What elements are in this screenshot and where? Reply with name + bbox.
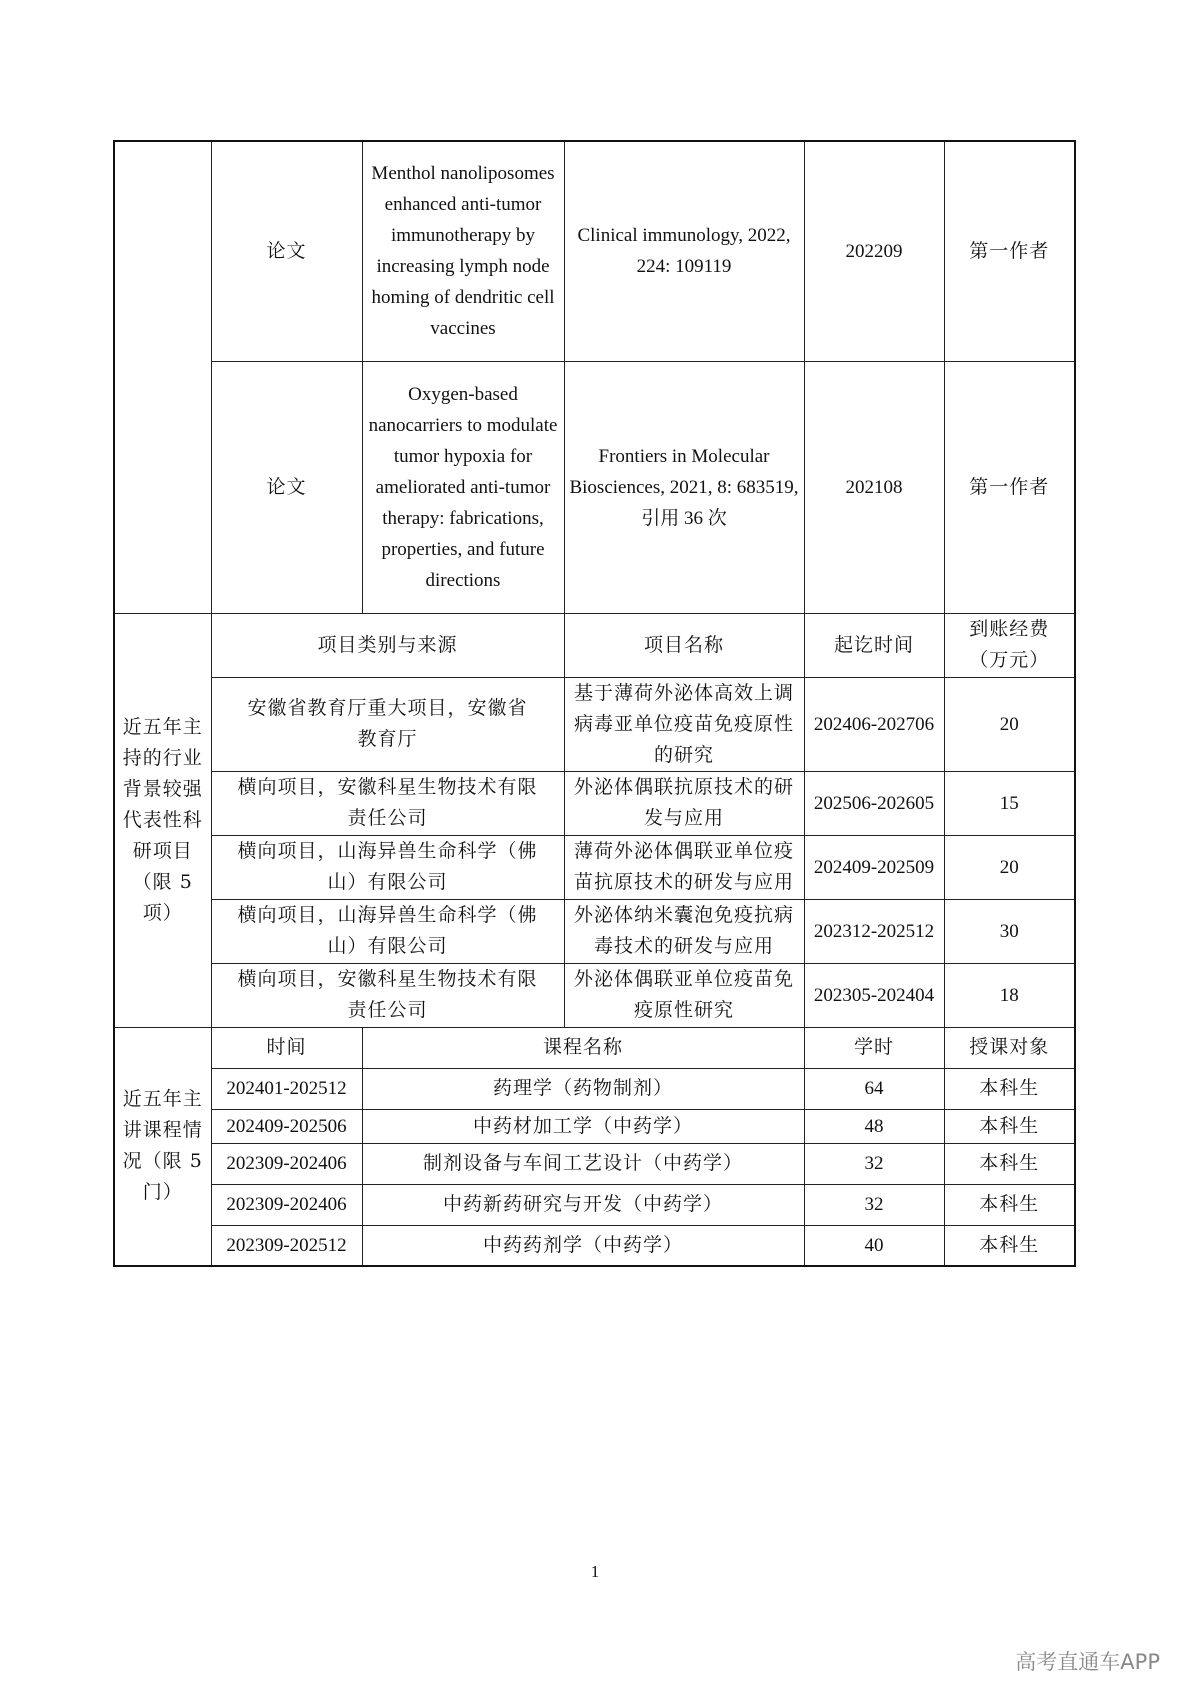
projects-header-row xyxy=(114,613,1075,677)
course-time: 202401-202512 xyxy=(211,1068,362,1109)
paper-type: 论文 xyxy=(211,361,362,613)
course-time: 202309-202406 xyxy=(211,1143,362,1184)
course-hours: 32 xyxy=(804,1184,944,1225)
watermark: 高考直通车APP xyxy=(1015,1650,1160,1674)
course-audience: 本科生 xyxy=(944,1143,1075,1184)
course-row xyxy=(114,1225,1075,1266)
course-hours: 32 xyxy=(804,1143,944,1184)
courses-header-time: 时间 xyxy=(211,1027,362,1068)
course-audience: 本科生 xyxy=(944,1225,1075,1266)
course-name: 药理学（药物制剂） xyxy=(362,1068,804,1109)
project-period: 202312-202512 xyxy=(804,899,944,963)
course-name: 中药材加工学（中药学） xyxy=(362,1109,804,1143)
project-name: 外泌体纳米囊泡免疫抗病毒技术的研发与应用 xyxy=(564,899,804,963)
course-row xyxy=(114,1184,1075,1225)
project-period: 202305-202404 xyxy=(804,963,944,1027)
project-row xyxy=(114,771,1075,835)
paper-title: Oxygen-based nanocarriers to modulate tumor hypoxia for ameliorated anti-tumor therapy: fabrications, properties, and future directions xyxy=(362,361,564,613)
project-source: 安徽省教育厅重大项目，安徽省教育厅 xyxy=(211,677,564,771)
project-name: 薄荷外泌体偶联亚单位疫苗抗原技术的研发与应用 xyxy=(564,835,804,899)
project-row xyxy=(114,899,1075,963)
course-hours: 64 xyxy=(804,1068,944,1109)
projects-header-name: 项目名称 xyxy=(564,613,804,677)
paper-type: 论文 xyxy=(211,141,362,361)
paper-role: 第一作者 xyxy=(944,361,1075,613)
courses-header-row xyxy=(114,1027,1075,1068)
courses-header-name: 课程名称 xyxy=(362,1027,804,1068)
course-time: 202309-202512 xyxy=(211,1225,362,1266)
paper-row xyxy=(114,141,1075,361)
project-funding: 30 xyxy=(944,899,1075,963)
project-row xyxy=(114,835,1075,899)
project-name: 外泌体偶联抗原技术的研发与应用 xyxy=(564,771,804,835)
course-hours: 48 xyxy=(804,1109,944,1143)
project-source: 横向项目，安徽科星生物技术有限责任公司 xyxy=(211,963,564,1027)
project-name: 基于薄荷外泌体高效上调病毒亚单位疫苗免疫原性的研究 xyxy=(564,677,804,771)
course-name: 制剂设备与车间工艺设计（中药学） xyxy=(362,1143,804,1184)
paper-date: 202209 xyxy=(804,141,944,361)
paper-role: 第一作者 xyxy=(944,141,1075,361)
project-funding: 15 xyxy=(944,771,1075,835)
project-funding: 20 xyxy=(944,677,1075,771)
papers-section-label xyxy=(114,141,211,613)
project-funding: 18 xyxy=(944,963,1075,1027)
project-period: 202406-202706 xyxy=(804,677,944,771)
course-row xyxy=(114,1143,1075,1184)
course-row xyxy=(114,1068,1075,1109)
projects-header-funding: 到账经费（万元） xyxy=(944,613,1075,677)
course-audience: 本科生 xyxy=(944,1109,1075,1143)
paper-journal: Clinical immunology, 2022, 224: 109119 xyxy=(564,141,804,361)
paper-title: Menthol nanoliposomes enhanced anti-tumor immunotherapy by increasing lymph node homing of dendritic cell vaccines xyxy=(362,141,564,361)
courses-header-hours: 学时 xyxy=(804,1027,944,1068)
paper-row xyxy=(114,361,1075,613)
course-audience: 本科生 xyxy=(944,1068,1075,1109)
course-audience: 本科生 xyxy=(944,1184,1075,1225)
course-hours: 40 xyxy=(804,1225,944,1266)
paper-journal: Frontiers in Molecular Biosciences, 2021, 8: 683519, 引用 36 次 xyxy=(564,361,804,613)
course-time: 202409-202506 xyxy=(211,1109,362,1143)
project-name: 外泌体偶联亚单位疫苗免疫原性研究 xyxy=(564,963,804,1027)
project-funding: 20 xyxy=(944,835,1075,899)
project-source: 横向项目，山海异兽生命科学（佛山）有限公司 xyxy=(211,835,564,899)
course-time: 202309-202406 xyxy=(211,1184,362,1225)
courses-header-audience: 授课对象 xyxy=(944,1027,1075,1068)
course-name: 中药新药研究与开发（中药学） xyxy=(362,1184,804,1225)
projects-header-source: 项目类别与来源 xyxy=(211,613,564,677)
project-period: 202409-202509 xyxy=(804,835,944,899)
project-period: 202506-202605 xyxy=(804,771,944,835)
project-row xyxy=(114,963,1075,1027)
page-number: 1 xyxy=(590,1562,600,1581)
course-name: 中药药剂学（中药学） xyxy=(362,1225,804,1266)
courses-section-label: 近五年主讲课程情况（限 5 门） xyxy=(114,1027,211,1266)
course-row xyxy=(114,1109,1075,1143)
project-source: 横向项目，安徽科星生物技术有限责任公司 xyxy=(211,771,564,835)
project-row xyxy=(114,677,1075,771)
project-source: 横向项目，山海异兽生命科学（佛山）有限公司 xyxy=(211,899,564,963)
paper-date: 202108 xyxy=(804,361,944,613)
projects-header-period: 起讫时间 xyxy=(804,613,944,677)
projects-section-label: 近五年主持的行业背景较强代表性科研项目（限 5 项） xyxy=(114,613,211,1027)
achievement-table xyxy=(113,140,1076,1267)
